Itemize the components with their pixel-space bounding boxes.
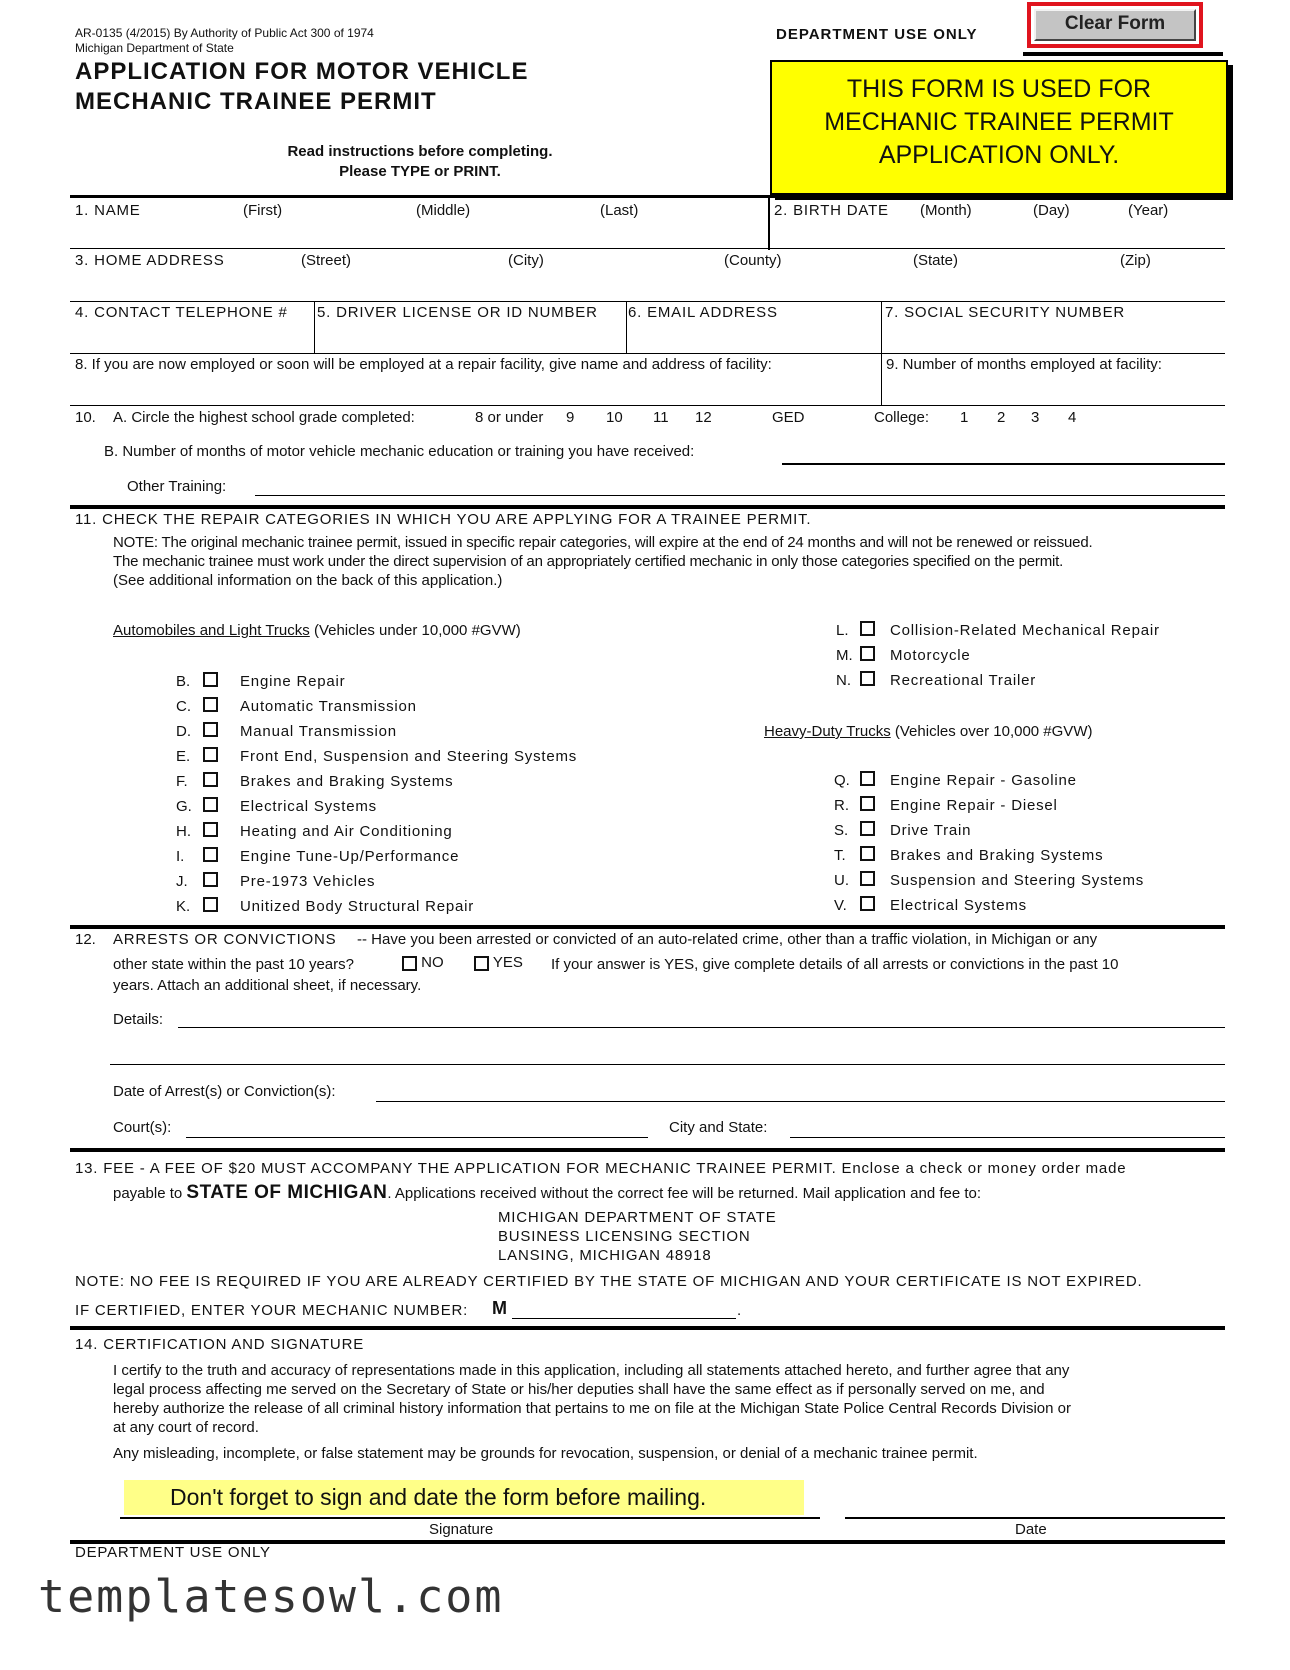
footer-department-use: DEPARTMENT USE ONLY <box>75 1544 271 1561</box>
fee-line-2: . Applications received without the correct fee will be returned. Mail application and fee to: <box>387 1185 982 1202</box>
field-name-first: (First) <box>243 202 283 219</box>
category-label: Suspension and Steering Systems <box>890 872 1145 889</box>
category-label: Electrical Systems <box>890 897 1027 914</box>
category-checkbox[interactable] <box>203 872 218 887</box>
category-letter: H. <box>176 823 191 840</box>
training-months-label: B. Number of months of motor vehicle mechanic education or training you have received: <box>104 443 695 460</box>
category-checkbox[interactable] <box>203 822 218 837</box>
field-address-city: (City) <box>508 252 544 269</box>
category-letter: G. <box>176 798 192 815</box>
category-checkbox[interactable] <box>203 722 218 737</box>
grade-10[interactable]: 10 <box>606 409 623 426</box>
category-label: Front End, Suspension and Steering Systems <box>240 748 578 765</box>
category-label: Heating and Air Conditioning <box>240 823 453 840</box>
category-checkbox[interactable] <box>860 671 875 686</box>
arrests-title: ARRESTS OR CONVICTIONS <box>113 931 337 948</box>
signature-label: Signature <box>429 1521 494 1538</box>
arrests-question-1: -- Have you been arrested or convicted of an auto-related crime, other than a traffic violation, in Michigan or any <box>357 931 1098 948</box>
arrests-question-2: other state within the past 10 years? <box>113 956 354 973</box>
instructions-line2: Please TYPE or PRINT. <box>339 163 501 180</box>
field-education-label: A. Circle the highest school grade completed: <box>113 409 415 426</box>
category-letter: C. <box>176 698 191 715</box>
category-label: Collision-Related Mechanical Repair <box>890 622 1160 639</box>
category-label: Brakes and Braking Systems <box>890 847 1104 864</box>
field-birthdate-year: (Year) <box>1128 202 1169 219</box>
category-letter: K. <box>176 898 191 915</box>
category-checkbox[interactable] <box>203 747 218 762</box>
city-state-label: City and State: <box>669 1119 768 1136</box>
category-label: Engine Tune-Up/Performance <box>240 848 460 865</box>
form-title-line2: MECHANIC TRAINEE PERMIT <box>75 88 437 115</box>
college-label: College: <box>874 409 930 426</box>
college-year-3[interactable]: 3 <box>1031 409 1040 426</box>
category-letter: B. <box>176 673 191 690</box>
category-label: Brakes and Braking Systems <box>240 773 454 790</box>
category-checkbox[interactable] <box>203 697 218 712</box>
college-year-2[interactable]: 2 <box>997 409 1006 426</box>
certification-text-4: at any court of record. <box>113 1419 259 1436</box>
category-checkbox[interactable] <box>860 771 875 786</box>
category-checkbox[interactable] <box>860 796 875 811</box>
arrest-date-input[interactable] <box>376 1101 1225 1102</box>
grade-9[interactable]: 9 <box>566 409 575 426</box>
field-license-label: 5. DRIVER LICENSE OR ID NUMBER <box>317 304 598 321</box>
field-address-zip: (Zip) <box>1120 252 1151 269</box>
notice-line2: MECHANIC TRAINEE PERMIT <box>824 108 1174 136</box>
auto-light-truck-sub: (Vehicles under 10,000 #GVW) <box>313 622 521 639</box>
mechanic-number-label: IF CERTIFIED, ENTER YOUR MECHANIC NUMBER: <box>75 1302 469 1319</box>
date-input[interactable] <box>845 1517 1225 1519</box>
category-label: Engine Repair - Gasoline <box>890 772 1077 789</box>
category-label: Automatic Transmission <box>240 698 417 715</box>
arrests-no-label: NO <box>421 954 444 971</box>
field-birthdate-month: (Month) <box>920 202 972 219</box>
grade-11[interactable]: 11 <box>653 409 669 426</box>
field-birthdate-label: 2. BIRTH DATE <box>774 202 889 219</box>
field-address-county: (County) <box>724 252 782 269</box>
field-ssn-label: 7. SOCIAL SECURITY NUMBER <box>885 304 1126 321</box>
details-input-2[interactable] <box>110 1064 1225 1065</box>
category-letter: F. <box>176 773 188 790</box>
other-training-label: Other Training: <box>127 478 227 495</box>
category-checkbox[interactable] <box>203 772 218 787</box>
certification-text-3: hereby authorize the release of all criminal history information that pertains to me on file at the Michigan State Police Central Records Division or <box>113 1400 1071 1417</box>
category-label: Engine Repair - Diesel <box>890 797 1058 814</box>
categories-note-2: The mechanic trainee must work under the direct supervision of an appropriately certified mechanic in only those categories specified on the permit. <box>113 553 1064 570</box>
court-input[interactable] <box>186 1137 648 1138</box>
mail-address-3: LANSING, MICHIGAN 48918 <box>498 1247 712 1264</box>
category-letter: L. <box>836 622 849 639</box>
mechanic-number-input[interactable] <box>512 1318 736 1319</box>
field-telephone-label: 4. CONTACT TELEPHONE # <box>75 304 288 321</box>
grade-ged[interactable]: GED <box>772 409 805 426</box>
field-address-state: (State) <box>913 252 959 269</box>
field-address-label: 3. HOME ADDRESS <box>75 252 225 269</box>
arrests-number: 12. <box>75 931 96 948</box>
mechanic-number-period: . <box>737 1302 742 1319</box>
fee-note: NOTE: NO FEE IS REQUIRED IF YOU ARE ALREADY CERTIFIED BY THE STATE OF MICHIGAN AND YOUR CERTIFICATE IS NOT EXPIRED. <box>75 1273 1143 1290</box>
category-checkbox[interactable] <box>203 797 218 812</box>
certification-text-2: legal process affecting me served on the Secretary of State or his/her deputies shall have the same effect as if personally served on me, and <box>113 1381 1045 1398</box>
category-label: Manual Transmission <box>240 723 397 740</box>
category-letter: S. <box>834 822 849 839</box>
category-checkbox[interactable] <box>203 897 218 912</box>
category-label: Motorcycle <box>890 647 971 664</box>
field-birthdate-day: (Day) <box>1033 202 1070 219</box>
category-letter: U. <box>834 872 849 889</box>
form-title-line1: APPLICATION FOR MOTOR VEHICLE <box>75 58 529 85</box>
fee-payable-to: payable to <box>113 1185 183 1202</box>
mechanic-number-prefix: M <box>492 1298 507 1318</box>
category-letter: R. <box>834 797 849 814</box>
category-letter: I. <box>176 848 185 865</box>
clear-form-frame <box>1027 2 1203 48</box>
field-name-middle: (Middle) <box>416 202 471 219</box>
grade-8-or-under[interactable]: 8 or under <box>475 409 544 426</box>
field-months-employed-label: 9. Number of months employed at facility: <box>886 356 1162 373</box>
category-letter: E. <box>176 748 191 765</box>
watermark-logo: templatesowl.com <box>38 1570 504 1623</box>
category-checkbox[interactable] <box>860 821 875 836</box>
department-name: Michigan Department of State <box>75 41 234 55</box>
category-checkbox[interactable] <box>860 871 875 886</box>
category-label: Electrical Systems <box>240 798 377 815</box>
category-checkbox[interactable] <box>860 621 875 636</box>
category-letter: Q. <box>834 772 850 789</box>
arrest-date-label: Date of Arrest(s) or Conviction(s): <box>113 1083 336 1100</box>
category-label: Pre-1973 Vehicles <box>240 873 376 890</box>
college-year-4[interactable]: 4 <box>1068 409 1077 426</box>
category-checkbox[interactable] <box>860 846 875 861</box>
department-use-label: DEPARTMENT USE ONLY <box>776 26 978 43</box>
category-checkbox[interactable] <box>203 672 218 687</box>
category-letter: N. <box>836 672 851 689</box>
category-letter: J. <box>176 873 188 890</box>
notice-box <box>770 60 1228 195</box>
mail-address-1: MICHIGAN DEPARTMENT OF STATE <box>498 1209 777 1226</box>
category-checkbox[interactable] <box>203 847 218 862</box>
field-email-label: 6. EMAIL ADDRESS <box>628 304 778 321</box>
training-months-input[interactable] <box>782 463 1225 465</box>
certification-title: 14. CERTIFICATION AND SIGNATURE <box>75 1336 365 1353</box>
field-address-street: (Street) <box>301 252 352 269</box>
arrests-yes-label: YES <box>492 954 523 971</box>
category-letter: T. <box>834 847 846 864</box>
field-name-label: 1. NAME <box>75 202 141 219</box>
category-label: Drive Train <box>890 822 972 839</box>
arrests-question-3: If your answer is YES, give complete details of all arrests or convictions in the past 10 <box>551 956 1119 973</box>
category-letter: M. <box>836 647 853 664</box>
category-label: Recreational Trailer <box>890 672 1037 689</box>
category-label: Engine Repair <box>240 673 346 690</box>
categories-title: 11. CHECK THE REPAIR CATEGORIES IN WHICH YOU ARE APPLYING FOR A TRAINEE PERMIT. <box>75 511 812 528</box>
sign-reminder: Don't forget to sign and date the form before mailing. <box>124 1480 804 1515</box>
categories-note-3: (See additional information on the back of this application.) <box>113 572 503 589</box>
instructions-line1: Read instructions before completing. <box>287 143 553 160</box>
other-training-input[interactable] <box>255 495 1225 496</box>
category-label: Unitized Body Structural Repair <box>240 898 475 915</box>
court-label: Court(s): <box>113 1119 172 1136</box>
category-checkbox[interactable] <box>860 896 875 911</box>
arrests-yes-checkbox[interactable] <box>474 956 489 971</box>
heavy-duty-heading: Heavy-Duty Trucks <box>764 723 891 740</box>
fee-line-1: 13. FEE - A FEE OF $20 MUST ACCOMPANY THE APPLICATION FOR MECHANIC TRAINEE PERMIT. Enclose a check or money order made <box>75 1160 1127 1177</box>
notice-line3: APPLICATION ONLY. <box>878 141 1120 169</box>
field-name-last: (Last) <box>600 202 639 219</box>
date-label: Date <box>1015 1521 1047 1538</box>
form-id: AR-0135 (4/2015) By Authority of Public Act 300 of 1974 <box>75 26 374 40</box>
details-label: Details: <box>113 1011 164 1028</box>
arrests-no-checkbox[interactable] <box>402 956 417 971</box>
heavy-duty-sub: (Vehicles over 10,000 #GVW) <box>894 723 1093 740</box>
field-employer-label: 8. If you are now employed or soon will be employed at a repair facility, give name and address of facility: <box>75 356 772 373</box>
certification-text-1: I certify to the truth and accuracy of representations made in this application, including all statements attached hereto, and further agree that any <box>113 1362 1070 1379</box>
city-state-input[interactable] <box>790 1137 1225 1138</box>
fee-payee: STATE OF MICHIGAN <box>186 1182 388 1203</box>
category-letter: V. <box>834 897 847 914</box>
auto-light-truck-heading: Automobiles and Light Trucks <box>113 622 310 639</box>
arrests-question-4: years. Attach an additional sheet, if necessary. <box>113 977 422 994</box>
clear-form-button[interactable]: Clear Form <box>1034 9 1196 41</box>
category-checkbox[interactable] <box>860 646 875 661</box>
notice-line1: THIS FORM IS USED FOR <box>846 75 1152 103</box>
details-input-1[interactable] <box>178 1027 1225 1028</box>
college-year-1[interactable]: 1 <box>960 409 969 426</box>
mail-address-2: BUSINESS LICENSING SECTION <box>498 1228 751 1245</box>
field-education-number: 10. <box>75 409 96 426</box>
categories-note-1: NOTE: The original mechanic trainee permit, issued in specific repair categories, will expire at the end of 24 months and will not be renewed or reissued. <box>113 534 1093 551</box>
grade-12[interactable]: 12 <box>695 409 712 426</box>
certification-warning: Any misleading, incomplete, or false statement may be grounds for revocation, suspension, or denial of a mechanic trainee permit. <box>113 1445 978 1462</box>
signature-input[interactable] <box>120 1517 820 1519</box>
category-letter: D. <box>176 723 191 740</box>
